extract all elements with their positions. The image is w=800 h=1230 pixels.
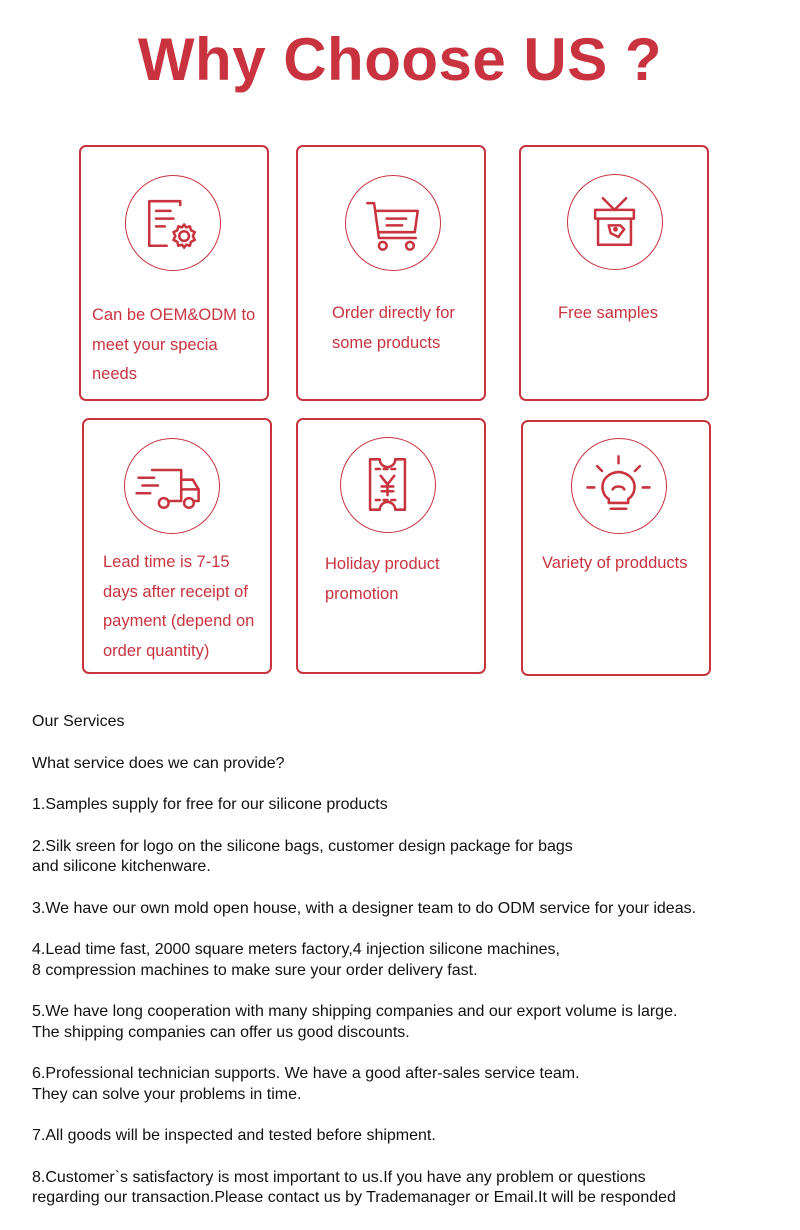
gift-box-icon [567,174,663,270]
feature-text: Order directly for some products [332,304,455,352]
feature-text: Free samples [558,304,658,322]
feature-card-free-samples [519,145,709,401]
feature-card-lead-time [82,418,272,674]
services-heading: Our Services [32,713,125,730]
feature-text: Lead time is 7-15 days after receipt of payment (depend on order quantity) [103,553,255,660]
feature-card-holiday-promotion [296,418,486,674]
shopping-cart-icon [345,175,441,271]
delivery-truck-icon [124,438,220,534]
feature-text: Variety of prodducts [542,554,688,572]
feature-card-variety [521,420,711,676]
yen-coupon-icon [340,437,436,533]
service-item: 6.Professional technician supports. We have a good after-sales service team. They can solve your problems in time. [32,1065,580,1103]
service-item: 5.We have long cooperation with many shipping companies and our export volume is large. The shipping companies can offer us good discounts. [32,1003,678,1041]
service-item: 7.All goods will be inspected and tested before shipment. [32,1127,436,1144]
light-bulb-icon [571,438,667,534]
service-item: 8.Customer`s satisfactory is most important to us.If you have any problem or questions regarding our transaction.Please contact us by Trademanager or Email.It will be responded [32,1168,676,1206]
feature-text: Can be OEM&ODM to meet your specia needs [92,306,256,383]
service-item: 1.Samples supply for free for our silicone products [32,796,388,813]
document-gear-icon [125,175,221,271]
service-item: 2.Silk sreen for logo on the silicone bags, customer design package for bags and silicone kitchenware. [32,837,573,875]
feature-card-order-directly [296,145,486,401]
page-title: Why Choose US ? [137,26,663,93]
feature-card-oem-odm [79,145,269,401]
service-item: 4.Lead time fast, 2000 square meters factory,4 injection silicone machines, 8 compression machines to make sure your order delivery fast. [32,941,560,979]
service-item: 3.We have our own mold open house, with a designer team to do ODM service for your ideas. [32,899,697,917]
services-question: What service does we can provide? [32,754,285,772]
services-section [32,712,772,1230]
feature-text: Holiday product promotion [325,555,440,603]
